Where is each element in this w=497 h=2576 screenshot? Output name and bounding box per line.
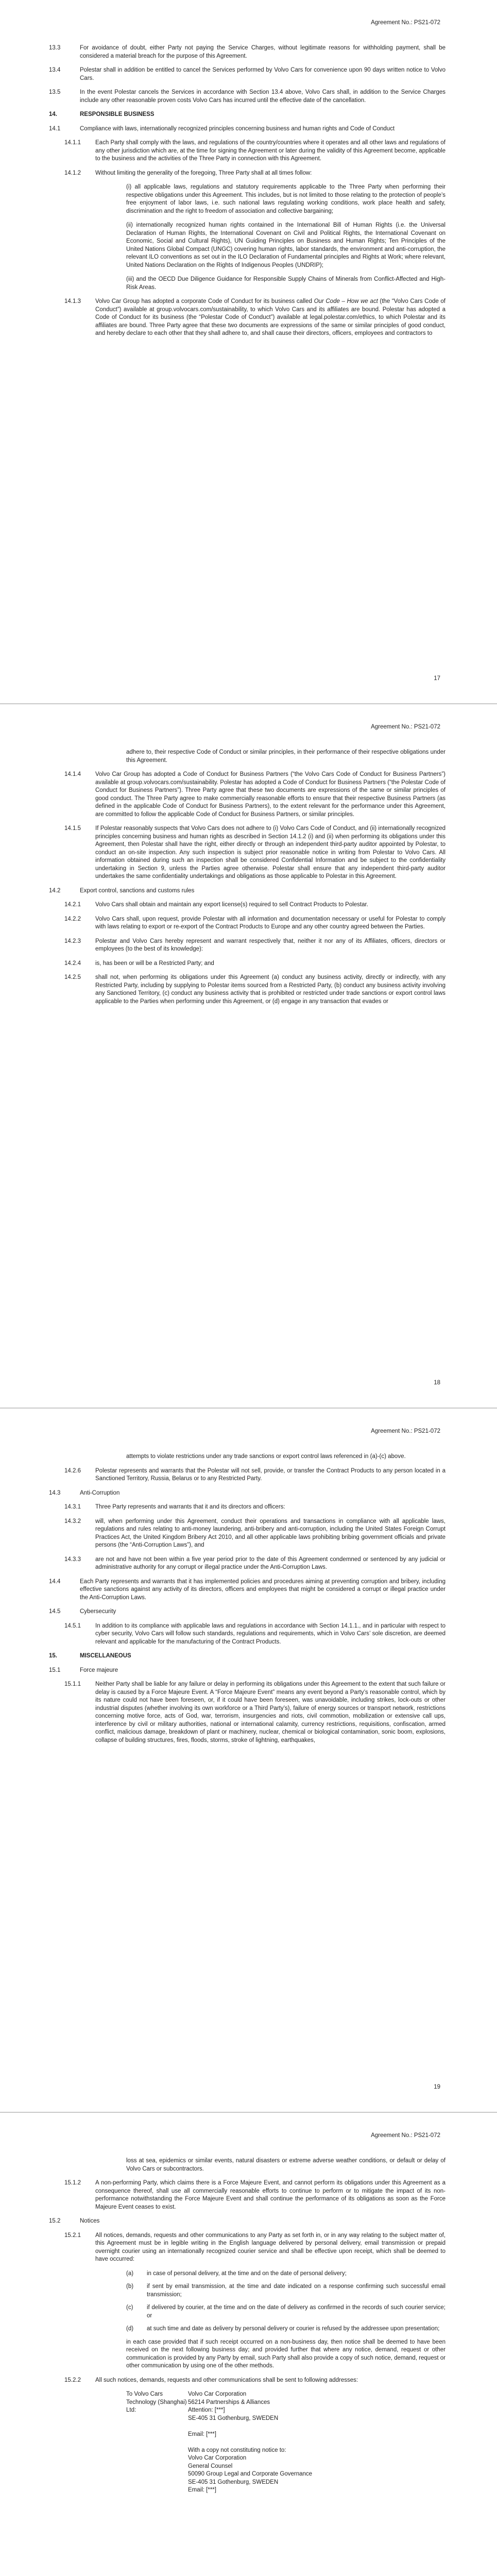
- continued-text: attempts to violate restrictions under any trade sanctions or export control laws referenced in (a)-(c) above.: [126, 1453, 406, 1460]
- clause-number: 14.3.1: [64, 1504, 81, 1510]
- clause-number: 14.2.3: [64, 938, 81, 944]
- continued-text: adhere to, their respective Code of Conduct or similar principles, in their performance of their respective obligations under this Agreement.: [126, 749, 445, 764]
- clause-14-4: [49, 1578, 445, 1602]
- clause-15-2-2: [49, 2377, 445, 2385]
- section-title: RESPONSIBLE BUSINESS: [80, 111, 155, 117]
- address-line: Volvo Car Corporation: [188, 2455, 247, 2461]
- clause-number: 13.3: [49, 45, 61, 51]
- clause-number: 14.2.5: [64, 974, 81, 980]
- clause-14-3-3: [49, 1556, 445, 1572]
- document-page-3: [0, 1409, 497, 2112]
- clause-14-1-3: [49, 298, 445, 338]
- clause-14-2-1: [49, 901, 445, 909]
- clause-number: 14.1.5: [64, 825, 81, 832]
- clause-number: 14.3.3: [64, 1556, 81, 1563]
- clause-text: Volvo Cars shall obtain and maintain any export license(s) required to sell Contract Products to Polestar.: [95, 902, 368, 908]
- clause-14-2-6: [49, 1467, 445, 1483]
- clause-text: Volvo Cars shall, upon request, provide Polestar with all information and documentation necessary or useful for Polestar to comply with laws relating to export or re-export of the Contract Products to Europe and any other country agreed between the Parties.: [95, 916, 445, 930]
- address-line: SE-405 31 Gothenburg, SWEDEN: [188, 2479, 279, 2485]
- clause-14-1-2: [49, 170, 445, 178]
- clause-15-1-2: [49, 2179, 445, 2211]
- clause-text: In addition to its compliance with applicable laws and regulations in accordance with Section 14.1.1., and in particular with respect to cyber security, Volvo Cars will follow such standards, regulations and requirements, which in Volvo Cars’ sole discretion, are deemed relevant and applicable for the manufacturing of the Contract Products.: [95, 1622, 445, 1645]
- clause-14-5-1: [49, 1622, 445, 1647]
- page-content: [49, 44, 445, 344]
- clause-text: [95, 298, 445, 338]
- section-number: 14.: [49, 111, 57, 117]
- clause-number: 14.1.3: [64, 298, 81, 304]
- clause-14-1-2-ii: (ii) internationally recognized human rights contained in the International Bill of Human Rights (i.e. the Universal Declaration of Human Rights, the International Covenant on Civil and Political Rights, the International Covenant on Economic, Social and Cultural Rights), UN Guiding Principles on Business and Human Rights; Ten Principles of the United Nations Global Compact (UNGC) covering human rights, labor standards, the environment and anti-corruption, the relevant ILO conventions as set out in the ILO Declaration of Fundamental principles and Rights at Work; where relevant, United Nations Declaration on the Rights of Indigenous Peoples (UNDRIP);: [126, 222, 445, 268]
- clause-number: 15.2.1: [64, 2232, 81, 2239]
- clause-text: shall not, when performing its obligations under this Agreement (a) conduct any business activity, directly or indirectly, with any Restricted Party, including by supplying to Polestar items sourced from a Restricted Party, (b) conduct any business activity involving any Sanctioned Territory, (c) conduct any business activity that is prohibited or restricted under trade sanctions or export control laws applicable to the Parties when performing under this Agreement, or (d) engage in any transaction that evades or: [95, 974, 445, 1005]
- clause-14-2-5: [49, 974, 445, 1006]
- clause-number: 13.5: [49, 89, 61, 95]
- list-item-b: [126, 2283, 445, 2299]
- clause-text: Notices: [80, 2218, 100, 2224]
- section-title: MISCELLANEOUS: [80, 1653, 131, 1659]
- clause-text: Volvo Car Group has adopted a Code of Conduct for Business Partners (“the Volvo Cars Code of Conduct for Business Partners”) available at group.volvocars.com/sustainability. Polestar has adopted a Code of Conduct for Business Partners (“the Polestar Code of Conduct for Business Partners”). Three Party agree that these two documents are expressions of the same or similar principles of good conduct. The Three Party agree to make commercially reasonable efforts to ensure that their respective Business Partners (as defined in the applicable Code of Conduct for Business Partners), to the extent relevant for the performance under this Agreement, are committed to follow the applicable Code of Conduct for Business Partners, or similar principles.: [95, 771, 445, 818]
- clause-13-3: [49, 44, 445, 60]
- list-item-a: [126, 2270, 445, 2278]
- document-page-1: [0, 0, 497, 703]
- clause-number: 13.4: [49, 67, 61, 73]
- clause-13-5: [49, 89, 445, 105]
- clause-text: will, when performing under this Agreement, conduct their operations and transactions in compliance with all applicable laws, regulations and rules relating to anti-money laundering, anti-bribery and anti-corruption, including the United States Foreign Corrupt Practices Act, the United Kingdom Bribery Act 2010, and all other applicable laws prohibiting bribing government officials and private persons (the “Anti-Corruption Laws”), and: [95, 1518, 445, 1548]
- clause-text: Neither Party shall be liable for any failure or delay in performing its obligations under this Agreement to the extent that such failure or delay is caused by a Force Majeure Event. A “Force Majeure Event” means any event beyond a Party’s reasonable control, which by its nature could not have been foreseen, or, if it could have been foreseen, was unavoidable, including strikes, lock-outs or other industrial disputes (whether involving its own workforce or a Third Party’s), failure of energy sources or transport network, restrictions concerning motive force, acts of God, war, terrorism, insurgencies and riots, civil commotion, mobilization or extensive call ups, interference by civil or military authorities, national or international calamity, currency restrictions, requisitions, confiscation, armed conflict, malicious damage, breakdown of plant or machinery, nuclear, chemical or biological contamination, sonic boom, explosions, collapse of building structures, fires, floods, storms, stroke of lightning, earthquakes,: [95, 1681, 445, 1743]
- clause-text: Export control, sanctions and customs rules: [80, 887, 195, 894]
- clause-text: All such notices, demands, requests and other communications shall be sent to following addresses:: [95, 2377, 358, 2383]
- clause-text: All notices, demands, requests and other communications to any Party as set forth in, or in any way relating to the subject matter of, this Agreement must be in legible writing in the English language delivered by personal delivery, email transmission or prepaid overnight courier using an internationally recognized courier service and shall be effective upon receipt, which shall be deemed to have occurred:: [95, 2232, 445, 2262]
- clause-14-2-2: [49, 916, 445, 931]
- spacer: [188, 2438, 445, 2447]
- list-text: if sent by email transmission, at the time and date indicated on a response confirming such successful email transmission;: [147, 2283, 445, 2298]
- address-copy-note: With a copy not constituting notice to:: [188, 2447, 286, 2453]
- clause-14-1-4: [49, 771, 445, 819]
- section-15-heading: [49, 1652, 445, 1660]
- page-number: 17: [434, 675, 440, 682]
- page-content: [49, 2157, 445, 2495]
- document-page-2: [0, 704, 497, 1408]
- clause-number: 15.2: [49, 2218, 61, 2224]
- clause-number: 14.2.2: [64, 916, 81, 922]
- addressee-line: Technology (Shanghai): [126, 2399, 187, 2405]
- clause-number: 14.1.2: [64, 170, 81, 176]
- clause-text: Force majeure: [80, 1667, 118, 1673]
- page-number: 18: [434, 1380, 440, 1386]
- clause-text: are not and have not been within a five year period prior to the date of this Agreement condemned or sentenced by any judicial or administrative authority for any corrupt or illegal practice under the Anti-Corruption Laws.: [95, 1556, 445, 1570]
- list-label: (b): [126, 2283, 134, 2290]
- list-item-d: [126, 2325, 445, 2333]
- list-text: in case of personal delivery, at the time and on the date of personal delivery;: [147, 2270, 347, 2277]
- clause-text: Each Party shall comply with the laws, and regulations of the country/countries where it operates and all other laws and regulations of any other jurisdiction which are, at the time for signing the Agreement or later during the validity of this Agreement become, applicable to the business and the activities of the Three Party in connection with this Agreement.: [95, 140, 445, 162]
- address-line: 56214 Partnerships & Alliances: [188, 2399, 270, 2405]
- clause-number: 14.5.1: [64, 1622, 81, 1629]
- spacer: [188, 2422, 445, 2431]
- page-content: [49, 1453, 445, 1751]
- page-number: 19: [434, 2084, 440, 2090]
- clause-number: 14.5: [49, 1608, 61, 1615]
- addressee-line: To Volvo Cars: [126, 2391, 163, 2397]
- section-14-heading: [49, 111, 445, 119]
- clause-text: In the event Polestar cancels the Services in accordance with Section 13.4 above, Volvo Cars shall, in addition to the Service Charges include any other reasonable proven costs Volvo Cars has incurred until the effective date of the cancellation.: [80, 89, 445, 104]
- addressee-line: Ltd:: [126, 2407, 136, 2413]
- clause-text: Polestar represents and warrants that the Polestar will not sell, provide, or transfer the Contract Products to any person located in a Sanctioned Territory, Russia, Belarus or to any Restricted Party.: [95, 1467, 445, 1482]
- clause-text: Polestar shall in addition be entitled to cancel the Services performed by Volvo Cars for convenience upon 90 days written notice to Volvo Cars.: [80, 67, 445, 81]
- clause-text: Compliance with laws, internationally recognized principles concerning business and human rights and Code of Conduct: [80, 125, 395, 132]
- list-text: if delivered by courier, at the time and on the date of delivery as confirmed in the records of such courier service; or: [147, 2304, 445, 2319]
- clause-number: 14.3.2: [64, 1518, 81, 1524]
- clause-15-1: [49, 1667, 445, 1675]
- agreement-number-header: Agreement No.: PS21-072: [371, 20, 440, 26]
- clause-14-5: [49, 1608, 445, 1616]
- agreement-number-header: Agreement No.: PS21-072: [371, 2132, 440, 2139]
- clause-14-3-1: [49, 1503, 445, 1512]
- code-name-italic: Our Code – How we act: [314, 298, 378, 304]
- clause-text: Cybersecurity: [80, 1608, 116, 1615]
- clause-text: A non-performing Party, which claims there is a Force Majeure Event, and cannot perform its obligations under this Agreement as a consequence thereof, shall use all commercially reasonable efforts to continue to perform or to mitigate the impact of its non-performance notwithstanding the Force Majeure Event and shall continue the performance of its obligations as soon as the Force Majeure Event ceases to exist.: [95, 2180, 445, 2210]
- document-page-4: [0, 2113, 497, 2576]
- list-label: (a): [126, 2270, 134, 2277]
- clause-text: Three Party represents and warrants that it and its directors and officers:: [95, 1504, 285, 1510]
- address-line: Attention: [***]: [188, 2407, 225, 2413]
- list-text: at such time and date as delivery by personal delivery or courier is refused by the addressee upon presentation;: [147, 2326, 440, 2332]
- clause-14-1-5: [49, 825, 445, 881]
- clause-14-2-4: [49, 960, 445, 968]
- agreement-number-header: Agreement No.: PS21-072: [371, 1428, 440, 1434]
- clause-text-part: (the “Volvo Cars Code of Conduct”) available at group.volvocars.com/sustainability, to which Volvo Cars and its affiliates are bound. Polestar has adopted a Code of Conduct for its business (the “Polestar Code of Conduct”) available at legal.polestar.com/ethics, to which Polestar and its affiliates are bound. Three Party agree that these two documents are expressions of the same or similar principles of good conduct, and hereby declare to each other that they shall adhere to, and shall cause their directors, officers, employees and contractors to: [95, 298, 445, 336]
- clause-14-2: [49, 887, 445, 895]
- address-lines: [188, 2391, 445, 2495]
- clause-15-2-1: [49, 2232, 445, 2264]
- clause-number: 14.2.4: [64, 960, 81, 967]
- clause-text: For avoidance of doubt, either Party not paying the Service Charges, without legitimate reasons for withholding payment, shall be considered a material breach for the purpose of this Agreement.: [80, 45, 445, 59]
- clause-15-2-1-closing: in each case provided that if such receipt occurred on a non-business day, then notice shall be deemed to have been received on the next following business day; and provided further that where any notice, demand, request or other communication is provided by any Party by email, such Party shall also provide a copy of such notice, demand, request or other communication by using one of the other methods.: [126, 2338, 445, 2369]
- list-item-c: [126, 2304, 445, 2320]
- continued-text: loss at sea, epidemics or similar events, natural disasters or extreme adverse weather conditions, or default or delay of Volvo Cars or subcontractors.: [126, 2158, 445, 2172]
- clause-number: 14.2.1: [64, 902, 81, 908]
- clause-number: 14.2.6: [64, 1467, 81, 1474]
- clause-13-4: [49, 66, 445, 82]
- addressee-label: [126, 2391, 188, 2495]
- clause-14-3: [49, 1489, 445, 1498]
- clause-14-1-2-i: (i) all applicable laws, regulations and statutory requirements applicable to the Three Party when performing their respective obligations under this Agreement. This includes, but is not limited to those relating to the protection of people’s free enjoyment of labor laws, i.e. such national laws regulating working conditions, work place health and safety, discrimination and the right to freedom of association and collective bargaining;: [126, 184, 445, 214]
- clause-number: 15.1.2: [64, 2180, 81, 2186]
- clause-number: 14.4: [49, 1578, 61, 1585]
- clause-15-2: [49, 2217, 445, 2226]
- clause-number: 14.1.1: [64, 140, 81, 146]
- clause-14-1-1: [49, 139, 445, 163]
- clause-14-2-3: [49, 938, 445, 954]
- agreement-number-header: Agreement No.: PS21-072: [371, 724, 440, 730]
- address-email: Email: [***]: [188, 2431, 216, 2437]
- section-number: 15.: [49, 1653, 57, 1659]
- clause-number: 14.3: [49, 1489, 61, 1496]
- clause-text-part: Volvo Car Group has adopted a corporate Code of Conduct for its business called: [95, 298, 314, 304]
- clause-text: Without limiting the generality of the foregoing, Three Party shall at all times follow:: [95, 170, 312, 176]
- clause-text: If Polestar reasonably suspects that Volvo Cars does not adhere to (i) Volvo Cars Code of Conduct, and (ii) internationally recognized principles concerning business and human rights as described in Section 14.1.2 (i) and (ii) when performing its obligations under this Agreement, then Polestar shall have the right, either directly or through an independent third-party auditor appointed by Polestar, to conduct an on-site inspection. Any such inspection is subject prior reasonable notice in writing from Polestar to Volvo Cars. All information obtained during such an inspection shall be considered Confidential Information and be subject to the confidentiality undertaking in Section 9, unless the Parties agree otherwise. Polestar shall ensure that any independent third-party auditor undertakes the same confidentiality undertakings and obligations as those applicable to Polestar in this Agreement.: [95, 825, 445, 879]
- address-line: General Counsel: [188, 2463, 233, 2469]
- clause-number: 15.1.1: [64, 1681, 81, 1687]
- clause-14-3-2: [49, 1518, 445, 1550]
- page-content: [49, 749, 445, 1012]
- clause-number: 15.1: [49, 1667, 61, 1673]
- list-label: (d): [126, 2326, 134, 2332]
- clause-number: 14.2: [49, 887, 61, 894]
- clause-text: Anti-Corruption: [80, 1489, 120, 1496]
- address-line: Volvo Car Corporation: [188, 2391, 247, 2397]
- clause-number: 14.1.4: [64, 771, 81, 777]
- address-line: SE-405 31 Gothenburg, SWEDEN: [188, 2415, 279, 2421]
- clause-number: 15.2.2: [64, 2377, 81, 2383]
- clause-14-1-2-iii: (iii) and the OECD Due Diligence Guidance for Responsible Supply Chains of Minerals from Conflict-Affected and High-Risk Areas.: [126, 276, 445, 291]
- clause-15-1-1: [49, 1681, 445, 1744]
- clause-text: Polestar and Volvo Cars hereby represent and warrant respectively that, neither it nor any of its Affiliates, officers, directors or employees (to the best of its knowledge):: [95, 938, 445, 952]
- list-label: (c): [126, 2304, 133, 2311]
- clause-number: 14.1: [49, 125, 61, 132]
- address-email: Email: [***]: [188, 2487, 216, 2493]
- clause-text: is, has been or will be a Restricted Party; and: [95, 960, 214, 967]
- clause-14-1: [49, 125, 445, 133]
- clause-text: Each Party represents and warrants that it has implemented policies and procedures aiming at preventing corruption and bribery, including effective sanctions against any activity of its directors, officers and employees that might be considered a corrupt or illegal practice under the Anti-Corruption Laws.: [80, 1578, 445, 1601]
- notice-address-block: [126, 2391, 445, 2495]
- address-line: 50090 Group Legal and Corporate Governance: [188, 2471, 313, 2477]
